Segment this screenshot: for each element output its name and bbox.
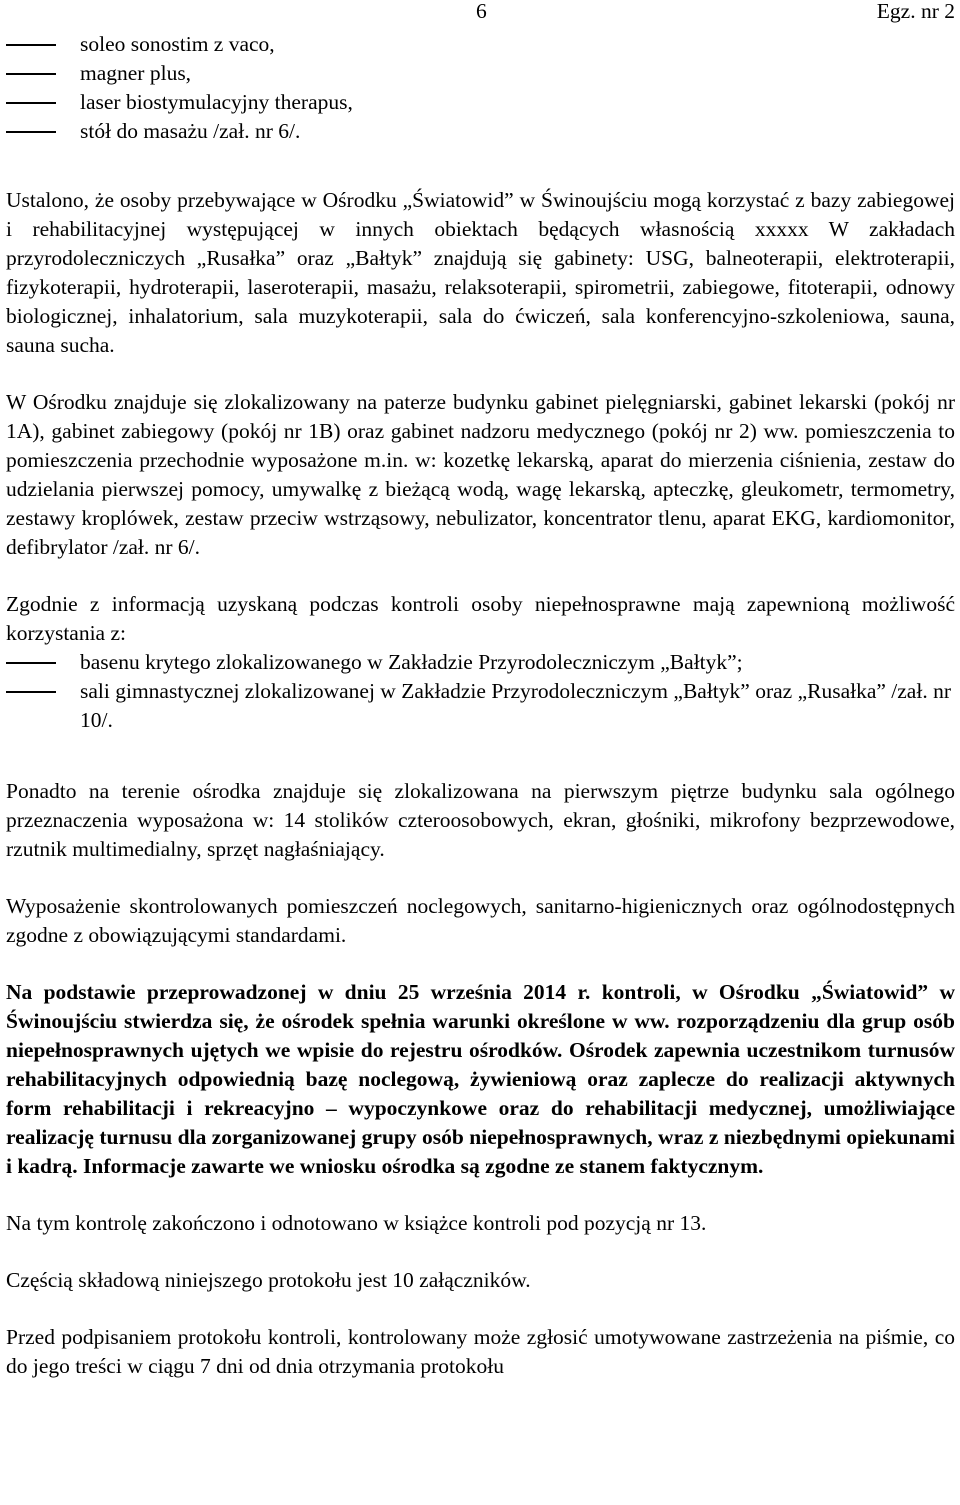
paragraph-objections: Przed podpisaniem protokołu kontroli, kontrolowany może zgłosić umotywowane zastrzeżenia na piśmie, co do jego treści w ciągu 7 dni od dnia otrzymania protokołu [6,1325,955,1378]
list-item [6,648,955,677]
dash-bullet-icon [6,691,56,693]
dash-bullet-icon [6,44,56,46]
paragraph-room-equipment: Wyposażenie skontrolowanych pomieszczeń noclegowych, sanitarno-higienicznych oraz ogólnodostępnych zgodne z obowiązującymi standardami. [6,894,955,947]
page-header [6,0,955,30]
paragraph-inspection-closed: Na tym kontrolę zakończono i odnotowano w książce kontroli pod pozycją nr 13. [6,1211,707,1235]
paragraph-accessibility-intro: Zgodnie z informacją uzyskaną podczas kontroli osoby niepełnosprawne mają zapewnioną możliwość korzystania z: [6,592,955,645]
dash-bullet-icon [6,102,56,104]
paragraph-medical-rooms: W Ośrodku znajduje się zlokalizowany na paterze budynku gabinet pielęgniarski, gabinet lekarski (pokój nr 1A), gabinet zabiegowy (pokój nr 1B) oraz gabinet nadzoru medycznego (pokój nr 2) ww. pomieszczenia to pomieszczenia przechodnie wyposażone m.in. w: kozetkę lekarską, aparat do mierzenia ciśnienia, zestaw do udzielania pierwszej pomocy, umywalkę z bieżącą wodą, wagę lekarską, apteczkę, gleukometr, termometry, zestawy kroplówek, zestaw przeciw wstrząsowy, nebulizator, koncentrator tlenu, aparat EKG, kardiomonitor, defibrylator /zał. nr 6/. [6,390,955,559]
list-item-text: basenu krytego zlokalizowanego w Zakładzie Przyrodoleczniczym „Bałtyk”; [80,650,743,674]
document-page [6,0,955,1381]
list-item-text: soleo sonostim z vaco, [80,32,275,56]
paragraph-conference-hall: Ponadto na terenie ośrodka znajduje się zlokalizowana na pierwszym piętrze budynku sala ogólnego przeznaczenia wyposażona w: 14 stolików czteroosobowych, ekran, głośniki, mikrofony bezprzewodowe, rzutnik multimedialny, sprzęt nagłaśniający. [6,779,955,861]
list-item-text: stół do masażu /zał. nr 6/. [80,119,301,143]
list-item-text: sali gimnastycznej zlokalizowanej w Zakładzie Przyrodoleczniczym „Bałtyk” oraz „Rusałka” /zał. nr 10/. [80,679,951,732]
dash-bullet-icon [6,73,56,75]
equipment-list [6,30,955,146]
list-item-text: magner plus, [80,61,192,85]
list-item-text: laser biostymulacyjny therapus, [80,90,353,114]
list-item [6,677,955,735]
paragraph-therapy-facilities: Ustalono, że osoby przebywające w Ośrodku „Światowid” w Świnoujściu mogą korzystać z bazy zabiegowej i rehabilitacyjnej występującej w innych obiektach będących własnością xxxxx W zakładach przyrodoleczniczych „Rusałka” oraz „Bałtyk” znajdują się gabinety: USG, balneoterapii, elektroterapii, fizykoterapii, hydroterapii, laseroterapii, masażu, relaksoterapii, spirometrii, zabiegowe, fitoterapii, odnowy biologicznej, inhalatorium, sala muzykoterapii, sala do ćwiczeń, sala konferencyjno-szkoleniowa, sauna, sauna sucha. [6,188,955,357]
list-item [6,30,955,59]
list-item [6,59,955,88]
page-number: 6 [476,0,487,23]
list-item [6,88,955,117]
paragraph-inspection-conclusion: Na podstawie przeprowadzonej w dniu 25 września 2014 r. kontroli, w Ośrodku „Światowid” w Świnoujściu stwierdza się, że ośrodek spełnia warunki określone w ww. rozporządzeniu dla grup osób niepełnosprawnych ujętych we wpisie do rejestru ośrodków. Ośrodek zapewnia uczestnikom turnusów rehabilitacyjnych odpowiednią bazę noclegową, żywieniową oraz zaplecze do realizacji aktywnych form rehabilitacji i rekreacyjno – wypoczynkowe oraz do rehabilitacji medycznej, umożliwiające realizację turnusu dla zorganizowanej grupy osób niepełnosprawnych, wraz z niezbędnymi opiekunami i kadrą. Informacje zawarte we wniosku ośrodka są zgodne ze stanem faktycznym. [6,980,955,1178]
dash-bullet-icon [6,662,56,664]
dash-bullet-icon [6,131,56,133]
accessible-facilities-list [6,648,955,735]
paragraph-attachments: Częścią składową niniejszego protokołu jest 10 załączników. [6,1268,531,1292]
list-item [6,117,955,146]
document-copy-number: Egz. nr 2 [876,0,955,23]
